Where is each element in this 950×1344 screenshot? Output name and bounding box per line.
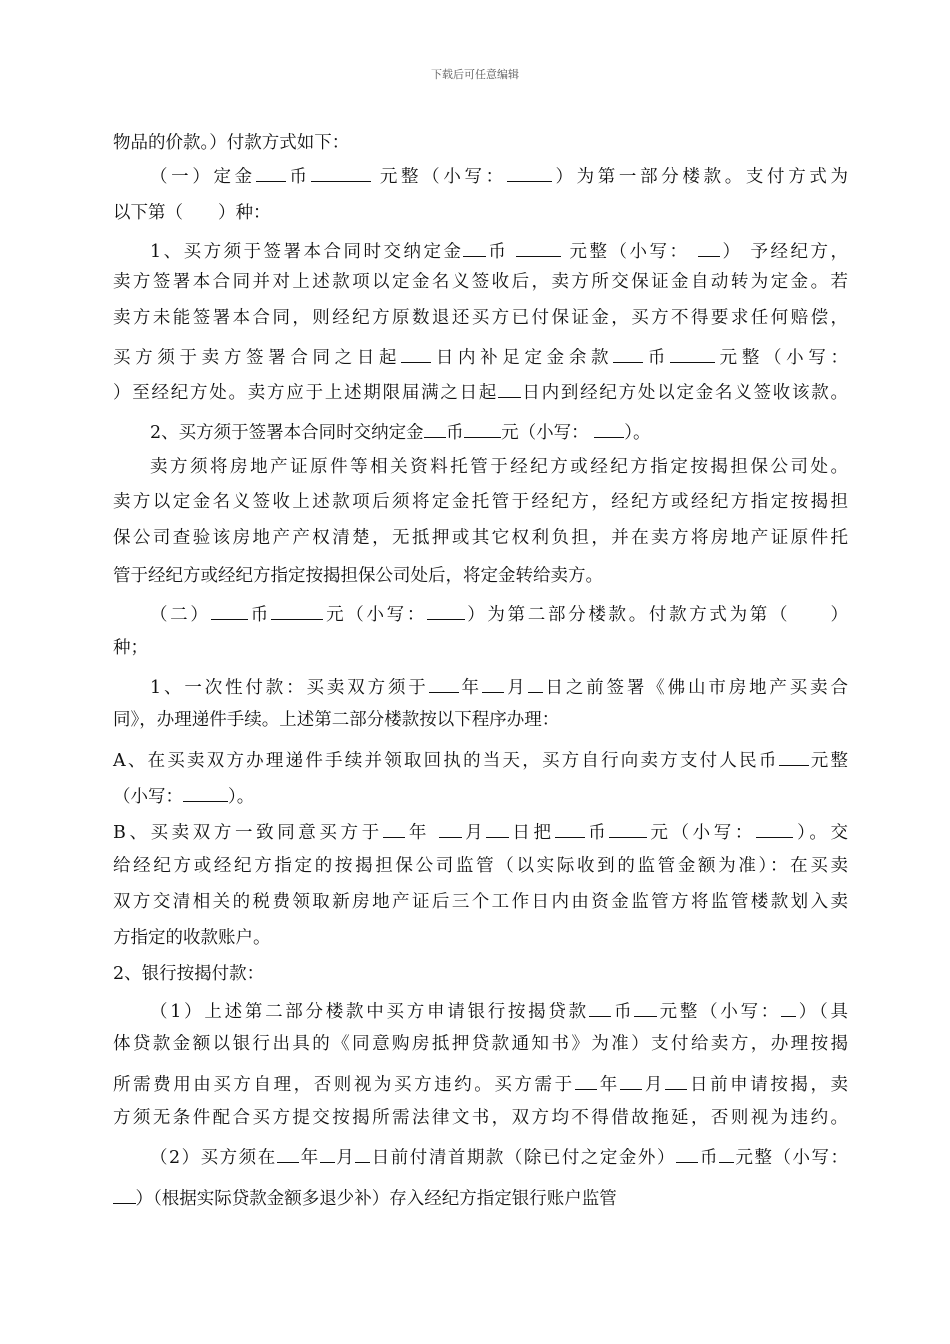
text-line: 双方交清相关的税费领取新房地产证后三个工作日内由资金监管方将监管楼款划入卖 — [113, 892, 848, 912]
blank-field — [594, 418, 624, 438]
blank-field — [320, 1143, 335, 1163]
text-line: 种； — [113, 638, 148, 658]
text-line: （小写： ）。 — [113, 782, 848, 808]
text-line: 买方须于卖方签署合同之日起 日内补足定金余款 币 元整（小写： — [113, 343, 848, 369]
blank-field — [211, 600, 249, 620]
text-line: 物品的价款。）付款方式如下： — [113, 133, 350, 153]
blank-field — [613, 343, 643, 363]
text-line: 2、银行按揭付款： — [113, 964, 265, 984]
blank-field — [670, 343, 715, 363]
blank-field — [516, 237, 561, 257]
blank-field — [589, 997, 612, 1017]
blank-field — [355, 1143, 370, 1163]
blank-field — [439, 818, 462, 838]
blank-field — [401, 343, 431, 363]
blank-field — [575, 1070, 598, 1090]
blank-field — [113, 1184, 136, 1204]
blank-field — [277, 1143, 300, 1163]
blank-field — [555, 818, 585, 838]
text-line: 2、买方须于签署本合同时交纳定金 币 元（小写： ）。 — [150, 418, 848, 444]
blank-field — [779, 746, 809, 766]
blank-field — [698, 237, 721, 257]
text-line: 以下第（ ）种： — [113, 203, 271, 223]
blank-field — [528, 673, 543, 693]
blank-field — [311, 162, 371, 182]
blank-field — [498, 378, 521, 398]
text-line: 方须无条件配合买方提交按揭所需法律文书，双方均不得借故拖延，否则视为违约。 — [113, 1108, 848, 1128]
text-line: 1、一次性付款：买卖双方须于 年 月 日之前签署《佛山市房地产买卖合 — [150, 673, 848, 699]
blank-field — [507, 162, 552, 182]
text-line: （一）定金 币 元整（小写： ）为第一部分楼款。支付方式为 — [150, 162, 848, 188]
blank-field — [486, 818, 509, 838]
text-line: 所需费用由买方自理，否则视为买方违约。买方需于 年 月 日前申请按揭，卖 — [113, 1070, 848, 1096]
blank-field — [756, 818, 794, 838]
text-line: A、在买卖双方办理递件手续并领取回执的当天，买方自行向卖方支付人民币 元整 — [113, 746, 848, 772]
blank-field — [620, 1070, 643, 1090]
text-line: 体贷款金额以银行出具的《同意购房抵押贷款通知书》为准）支付给卖方，办理按揭 — [113, 1034, 848, 1054]
text-line: B、买卖双方一致同意买方于 年 月 日把 币 元（小写： ）。交 — [113, 818, 848, 844]
blank-field — [464, 418, 502, 438]
blank-field — [427, 600, 465, 620]
blank-field — [634, 997, 657, 1017]
text-line: 方指定的收款账户。 — [113, 928, 271, 948]
page-header: 下载后可任意编辑 — [431, 68, 519, 81]
blank-field — [719, 1143, 734, 1163]
text-line: 卖方签署本合同并对上述款项以定金名义签收后，卖方所交保证金自动转为定金。若 — [113, 272, 848, 292]
blank-field — [482, 673, 505, 693]
blank-field — [429, 673, 459, 693]
text-line: ）（根据实际贷款金额多退少补）存入经纪方指定银行账户监管 — [113, 1184, 848, 1210]
text-line: （二） 币 元（小写： ）为第二部分楼款。付款方式为第（ ） — [150, 600, 848, 626]
blank-field — [609, 818, 647, 838]
blank-field — [256, 162, 286, 182]
blank-field — [271, 600, 324, 620]
text-line: ）至经纪方处。卖方应于上述期限届满之日起 日内到经纪方处以定金名义签收该款。 — [113, 378, 848, 404]
text-line: 保公司查验该房地产产权清楚，无抵押或其它权利负担，并在卖方将房地产证原件托 — [113, 528, 848, 548]
text-line: 卖方以定金名义签收上述款项后须将定金托管于经纪方，经纪方或经纪方指定按揭担 — [113, 492, 848, 512]
text-line: （2）买方须在 年 月 日前付清首期款（除已付之定金外） 币 元整（小写： — [150, 1143, 848, 1169]
blank-field — [665, 1070, 688, 1090]
text-line: 同》，办理递件手续。上述第二部分楼款按以下程序办理： — [113, 710, 560, 730]
text-line: 1、买方须于签署本合同时交纳定金 币 元整（小写： ） 予经纪方， — [150, 237, 848, 263]
blank-field — [424, 418, 447, 438]
blank-field — [781, 997, 796, 1017]
text-line: 给经纪方或经纪方指定的按揭担保公司监管（以实际收到的监管金额为准）：在买卖 — [113, 856, 848, 876]
blank-field — [383, 818, 406, 838]
blank-field — [463, 237, 486, 257]
text-line: 卖方须将房地产证原件等相关资料托管于经纪方或经纪方指定按揭担保公司处。 — [150, 457, 848, 477]
text-line: 卖方未能签署本合同，则经纪方原数退还买方已付保证金，买方不得要求任何赔偿， — [113, 308, 848, 328]
blank-field — [183, 782, 228, 802]
blank-field — [676, 1143, 699, 1163]
text-line: （1）上述第二部分楼款中买方申请银行按揭贷款 币 元整（小写： ）（具 — [150, 997, 848, 1023]
text-line: 管于经纪方或经纪方指定按揭担保公司处后，将定金转给卖方。 — [113, 566, 603, 586]
